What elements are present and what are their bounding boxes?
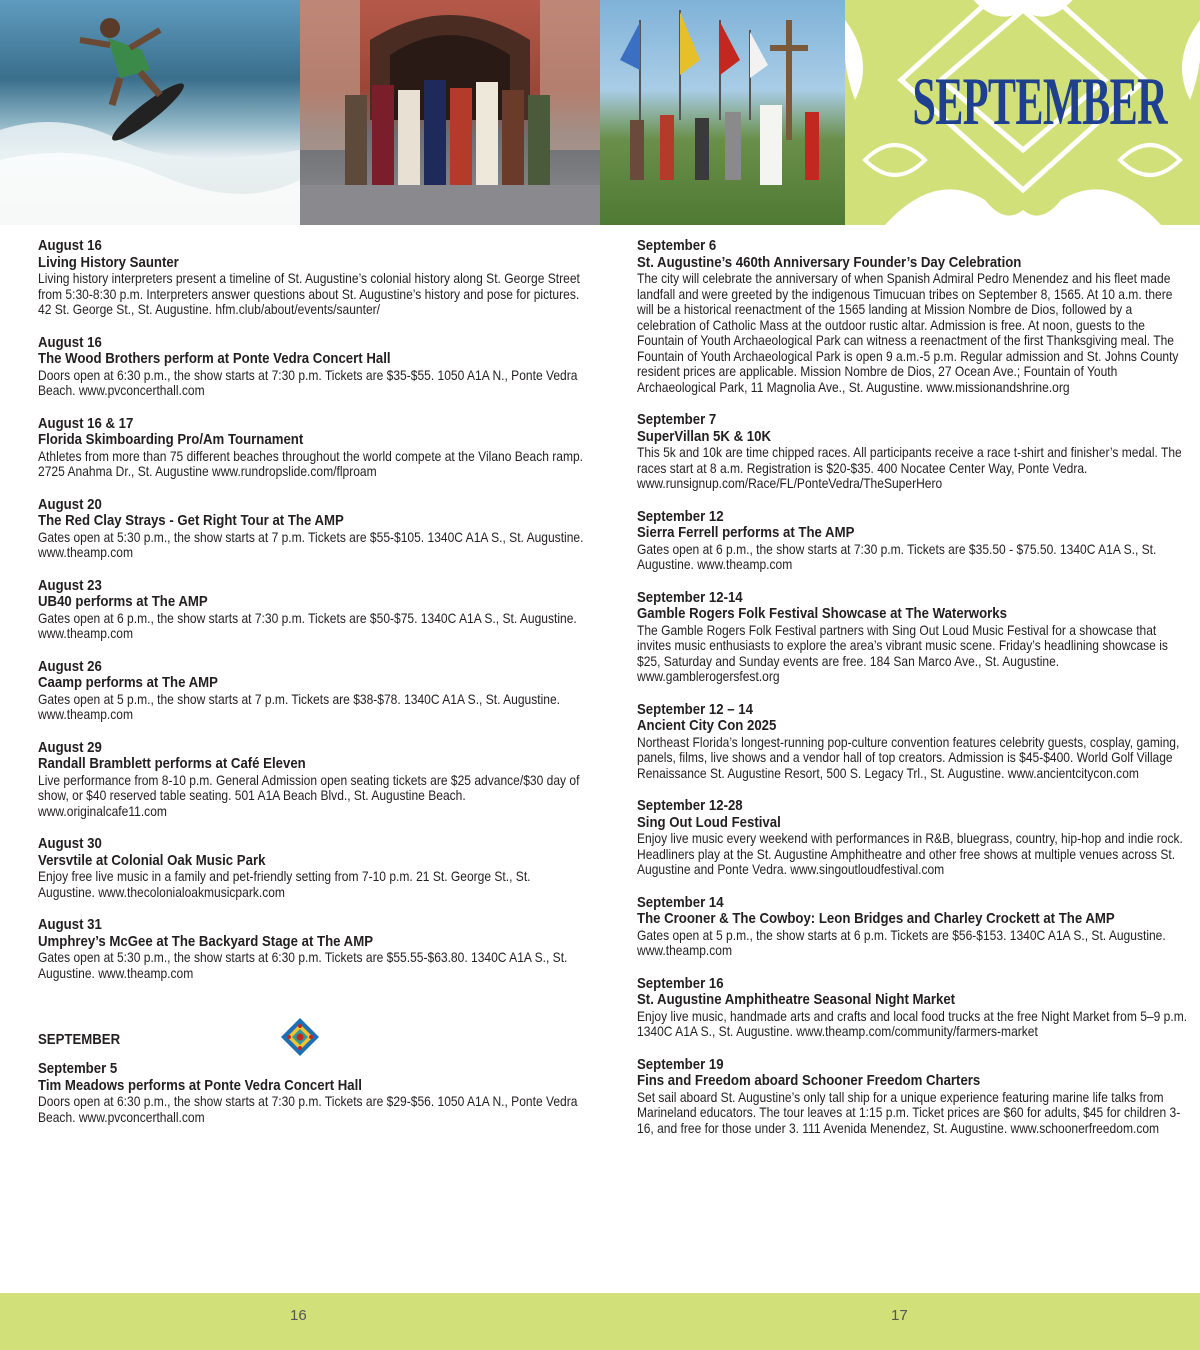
event-title: Fins and Freedom aboard Schooner Freedom Charters: [637, 1072, 981, 1089]
photo-banner: [0, 0, 1200, 225]
event-description: The city will celebrate the anniversary of when Spanish Admiral Pedro Menendez and his fleet made landfall and were greeted by the indigenous Timucuan tribes on September 8, 1565. At 10 a.m. there will be a historical reenactment of the 1565 landing at Mission Nombre de Dios, followed by a celebration of Catholic Mass at the outdoor rustic altar. Admission is free. At noon, guests to the Fountain of Youth Archaeological Park can witness a reenactment of the first Thanksgiving meal. The Fountain of Youth Archaeological Park is open 9 a.m.-5 p.m. Regular admission and St. Johns County resident prices are applicable. Mission Nombre de Dios, 27 Ocean Ave.; Fountain of Youth Archaeological Park, 11 Magnolia Ave., St. Augustine. www.missionandshrine.org: [637, 270, 1179, 395]
september-section-header: [38, 1021, 583, 1061]
left-column: [38, 238, 583, 1142]
tile-ornament-icon: [280, 1017, 320, 1057]
event-description: Enjoy free live music in a family and pet-friendly setting from 7-10 p.m. 21 St. George St., St. Augustine. www.thecolonialoakmusicpark.com: [38, 868, 531, 900]
section-heading: SEPTEMBER: [38, 1031, 121, 1048]
costumed-reenactors-photo: [300, 0, 600, 225]
event-title: Randall Bramblett performs at Café Eleven: [38, 755, 306, 772]
event-date: August 16 & 17: [38, 414, 134, 432]
event-date: August 20: [38, 495, 102, 513]
event-title: Tim Meadows performs at Ponte Vedra Concert Hall: [38, 1076, 362, 1094]
skimboarder-illustration: [0, 0, 300, 225]
event-description: Gates open at 6 p.m., the show starts at 7:30 p.m. Tickets are $50-$75. 1340C A1A S., St. Augustine. www.theamp.com: [38, 609, 577, 641]
event-date: September 12 – 14: [637, 700, 753, 718]
event-item: [637, 702, 1182, 782]
event-item: [38, 659, 583, 723]
event-date: September 19: [637, 1055, 724, 1073]
event-description: Athletes from more than 75 different beaches throughout the world compete at the Vilano Beach ramp. 2725 Anahma Dr., St. Augustine www.rundropslide.com/flproam: [38, 447, 584, 479]
event-item: [637, 1057, 1182, 1137]
event-item: [637, 238, 1182, 395]
event-description: Doors open at 6:30 p.m., the show starts at 7:30 p.m. Tickets are $29-$56. 1050 A1A N., Ponte Vedra Beach. www.pvconcerthall.com: [38, 1093, 578, 1125]
event-description: Doors open at 6:30 p.m., the show starts at 7:30 p.m. Tickets are $35-$55. 1050 A1A N., Ponte Vedra Beach. www.pvconcerthall.com: [38, 366, 578, 398]
event-title: The Crooner & The Cowboy: Leon Bridges and Charley Crockett at The AMP: [637, 910, 1115, 927]
event-date: August 29: [38, 738, 102, 756]
event-item: [637, 798, 1182, 878]
event-title: Living History Saunter: [38, 253, 179, 271]
event-date: September 12: [637, 507, 724, 525]
event-date: August 30: [38, 835, 102, 852]
event-date: September 7: [637, 411, 717, 428]
page-footer: [0, 1293, 1200, 1350]
event-description: The Gamble Rogers Folk Festival partners with Sing Out Loud Music Festival for a showcase that invites music enthusiasts to explore the area’s vibrant music scene. Friday’s headlining showcase is $25, Saturday and Sunday events are free. 184 San Marco Ave., St. Augustine. www.gamblerogersfest.org: [637, 621, 1168, 684]
event-title: St. Augustine’s 460th Anniversary Founder’s Day Celebration: [637, 253, 1022, 271]
event-item: [38, 578, 583, 642]
event-date: August 26: [38, 657, 102, 675]
event-description: Gates open at 5:30 p.m., the show starts at 6:30 p.m. Tickets are $55.55-$63.80. 1340C A1A S., St. Augustine. www.theamp.com: [38, 949, 568, 981]
event-item: [637, 590, 1182, 685]
event-date: August 16: [38, 333, 102, 351]
september-event-list: [38, 1061, 583, 1125]
event-item: [38, 238, 583, 318]
event-date: September 6: [637, 237, 717, 254]
ceremony-illustration: [600, 0, 845, 225]
event-title: Gamble Rogers Folk Festival Showcase at The Waterworks: [637, 605, 1007, 622]
event-description: Northeast Florida’s longest-running pop-culture convention features celebrity guests, cosplay, gaming, panels, films, live shows and a vendor hall of top creators. Admission is $45-$400. World Golf Village Renaissance St. Augustine Resort, 500 S. Legacy Trl., St. Augustine. www.ancientcitycon.com: [637, 733, 1180, 781]
event-date: August 31: [38, 916, 102, 933]
event-list: [38, 238, 583, 981]
event-title: Caamp performs at The AMP: [38, 674, 218, 691]
event-description: Gates open at 6 p.m., the show starts at 7:30 p.m. Tickets are $35.50 - $75.50. 1340C A1A S., St. Augustine. www.theamp.com: [637, 540, 1157, 572]
event-date: August 23: [38, 576, 102, 594]
event-item: [38, 416, 583, 480]
event-title: SuperVillan 5K & 10K: [637, 427, 772, 445]
event-title: Florida Skimboarding Pro/Am Tournament: [38, 431, 304, 448]
event-description: Gates open at 5 p.m., the show starts at 7 p.m. Tickets are $38-$78. 1340C A1A S., St. Augustine. www.theamp.com: [38, 690, 561, 722]
event-title: Sing Out Loud Festival: [637, 813, 781, 831]
event-item: [38, 917, 583, 981]
event-item: [637, 974, 1188, 1040]
right-column: [637, 237, 1188, 1153]
event-description: Live performance from 8-10 p.m. General Admission open seating tickets are $25 advance/$30 day of show, or $40 reserved table seating. 501 A1A Beach Blvd., St. Augustine Beach. www.originalcafe11.com: [38, 771, 580, 819]
event-date: September 12-14: [637, 588, 743, 606]
skimboarder-photo: [0, 0, 300, 225]
event-date: September 14: [637, 893, 724, 911]
event-description: Gates open at 5:30 p.m., the show starts at 7 p.m. Tickets are $55-$105. 1340C A1A S., St. Augustine. www.theamp.com: [38, 528, 584, 560]
event-date: September 5: [38, 1060, 118, 1077]
event-title: St. Augustine Amphitheatre Seasonal Night Market: [637, 991, 956, 1008]
event-title: Ancient City Con 2025: [637, 717, 777, 734]
event-date: September 12-28: [637, 797, 743, 814]
reenactors-illustration: [300, 0, 600, 225]
event-date: September 16: [637, 974, 724, 992]
event-item: [38, 1061, 583, 1125]
event-title: Sierra Ferrell performs at The AMP: [637, 524, 855, 541]
month-title: SEPTEMBER: [912, 63, 1167, 139]
event-description: Gates open at 5 p.m., the show starts at 6 p.m. Tickets are $56-$153. 1340C A1A S., St. Augustine. www.theamp.com: [637, 926, 1166, 958]
event-description: Enjoy live music every weekend with performances in R&B, bluegrass, country, hip-hop and indie rock. Headliners play at the St. Augustine Amphitheatre and other free shows at multiple venues across St. Augustine and Ponte Vedra. www.singoutloudfestival.com: [637, 830, 1183, 877]
page-number-left: 16: [290, 1307, 307, 1324]
event-item: [637, 412, 1182, 492]
event-description: This 5k and 10k are time chipped races. All participants receive a race t-shirt and finisher’s medal. The races start at 8 a.m. Registration is $20-$35. 400 Nocatee Center Way, Ponte Vedra. www.runsignup.com/Race/FL/PonteVedra/TheSuperHero: [637, 444, 1182, 491]
event-item: [38, 335, 583, 399]
event-description: Living history interpreters present a timeline of St. Augustine’s colonial history along St. George Street from 5:30-8:30 p.m. Interpreters answer questions about St. Augustine’s history and pose for pictures. 42 St. George St., St. Augustine. hfm.club/about/events/saunter/: [38, 270, 580, 317]
event-date: August 16: [38, 237, 102, 254]
page-number-right: 17: [891, 1307, 908, 1324]
founders-day-ceremony-photo: [600, 0, 845, 225]
event-title: The Wood Brothers perform at Ponte Vedra Concert Hall: [38, 350, 391, 367]
month-title-panel: [845, 0, 1200, 225]
event-title: Versvtile at Colonial Oak Music Park: [38, 851, 266, 869]
event-item: [38, 836, 583, 900]
event-item: [637, 895, 1182, 959]
event-title: UB40 performs at The AMP: [38, 593, 208, 610]
event-title: Umphrey’s McGee at The Backyard Stage at The AMP: [38, 932, 374, 950]
event-description: Enjoy live music, handmade arts and crafts and local food trucks at the free Night Market from 5–9 p.m. 1340C A1A S., St. Augustine. www.theamp.com/community/farmers-market: [637, 1007, 1188, 1039]
event-item: [38, 497, 583, 561]
event-description: Set sail aboard St. Augustine’s only tall ship for a unique experience featuring marine life talks from Marineland educators. The tour leaves at 1:15 p.m. Ticket prices are $60 for adults, $45 for children 3- 16, and free for those under 3. 111 Avenida Menendez, St. Augustine. www.schoonerfreedom.com: [637, 1088, 1181, 1136]
event-item: [637, 509, 1182, 573]
event-item: [38, 740, 583, 820]
event-title: The Red Clay Strays - Get Right Tour at The AMP: [38, 512, 344, 529]
